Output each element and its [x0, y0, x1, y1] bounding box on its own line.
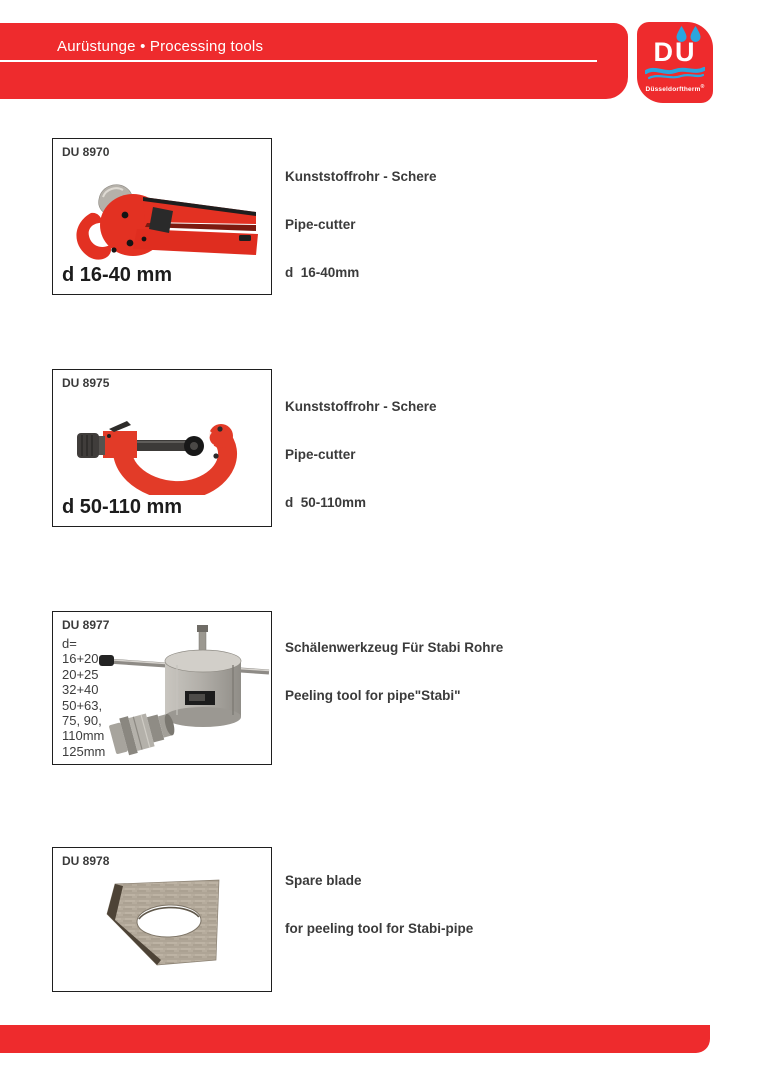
- size-line: 32+40: [62, 682, 99, 698]
- size-line: d=: [62, 636, 77, 651]
- logo-brand-text: Düsseldorftherm: [645, 86, 701, 94]
- size-line: 50+63,: [62, 697, 103, 713]
- logo-brand-name: [637, 84, 713, 93]
- size-line: 110mm: [62, 728, 105, 744]
- product-description: [285, 137, 437, 313]
- size-range-label: d 50-110 mm: [62, 496, 183, 518]
- desc-line: Pipe-cutter: [285, 447, 356, 462]
- product-code: DU 8975: [62, 376, 110, 390]
- product-box: [52, 369, 272, 527]
- desc-line: Kunststoffrohr - Schere: [285, 169, 437, 184]
- registered-mark: ®: [700, 84, 705, 90]
- product-description: [285, 841, 473, 969]
- header-rule: [0, 60, 597, 62]
- size-range-label: d 16-40 mm: [62, 264, 173, 286]
- spare-blade-image: [95, 874, 235, 978]
- product-code: DU 8977: [62, 618, 110, 632]
- product-box: [52, 138, 272, 295]
- size-line: 20+25: [62, 666, 99, 682]
- product-description: [285, 608, 503, 736]
- product-box: [52, 611, 272, 765]
- desc-line: Spare blade: [285, 873, 362, 888]
- desc-line: Kunststoffrohr - Schere: [285, 399, 437, 414]
- pipe-cutter-large-image: [73, 400, 253, 495]
- footer-bar: [0, 1025, 710, 1053]
- desc-line: Peeling tool for pipe"Stabi": [285, 688, 461, 703]
- brand-logo: [637, 22, 713, 103]
- logo-wordmark: DU: [653, 37, 697, 67]
- header-bar: [0, 23, 628, 99]
- size-line: 75, 90,: [62, 713, 102, 729]
- peeling-tool-image: [97, 625, 272, 760]
- product-description: [285, 367, 437, 543]
- product-box: [52, 847, 272, 992]
- desc-line: Schälenwerkzeug Für Stabi Rohre: [285, 640, 504, 655]
- page-title: Aurüstunge • Processing tools: [57, 38, 264, 55]
- desc-line: Pipe-cutter: [285, 217, 356, 232]
- desc-line: d 16-40mm: [285, 265, 360, 280]
- desc-line: d 50-110mm: [285, 495, 367, 510]
- wave-icon: [645, 66, 705, 82]
- size-line: 125mm: [62, 743, 106, 759]
- product-code: DU 8978: [62, 854, 110, 868]
- pipe-cutter-small-image: [69, 181, 259, 263]
- size-line: 16+20: [62, 651, 99, 667]
- product-code: DU 8970: [62, 145, 110, 159]
- desc-line: for peeling tool for Stabi-pipe: [285, 921, 474, 936]
